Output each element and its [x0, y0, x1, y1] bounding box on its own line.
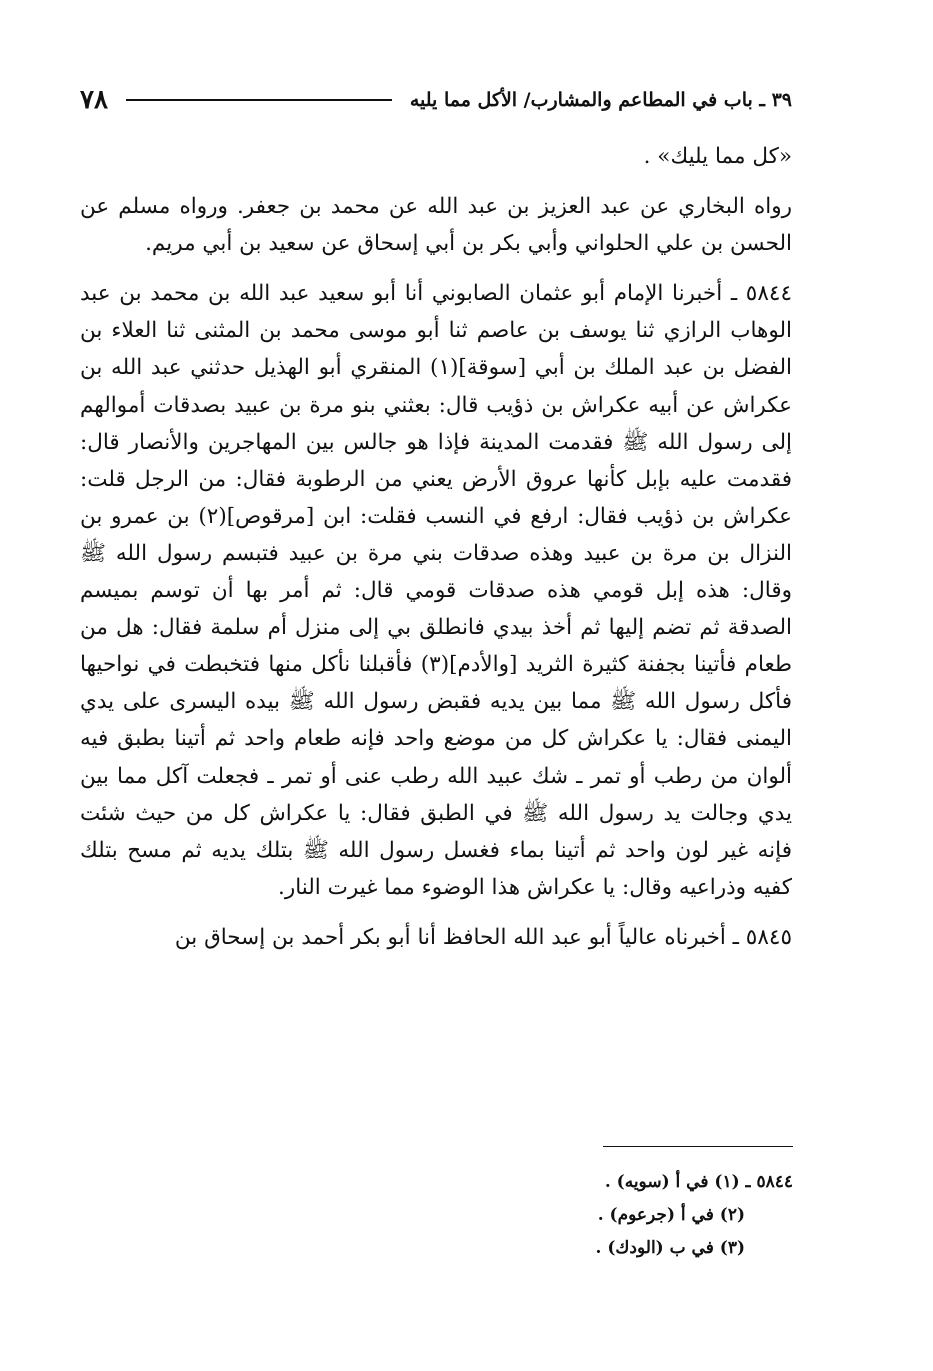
paragraph-hadith-5845: ٥٨٤٥ ـ أخبرناه عالياً أبو عبد الله الحافظ أنا أبو بكر أحمد بن إسحاق بن [174, 924, 792, 950]
page-number: ٧٨ [80, 85, 108, 115]
footnote-2: (٢) في أ (جرعوم) . [597, 1205, 745, 1225]
running-header [80, 82, 792, 118]
main-text [80, 138, 792, 969]
footnote-separator [603, 1146, 793, 1147]
footnote-1: ٥٨٤٤ ـ (١) في أ (سويه) . [604, 1172, 793, 1192]
footnotes [193, 1166, 793, 1265]
chapter-title: ٣٩ ـ باب في المطاعم والمشارب/ الأكل مما يليه [409, 89, 792, 111]
paragraph-hadith-5844: ٥٨٤٤ ـ أخبرنا الإمام أبو عثمان الصابوني أنا أبو سعيد عبد الله بن محمد بن عبد الوهاب الرازي ثنا يوسف بن عاصم ثنا أبو موسى محمد بن المثنى ثنا العلاء بن الفضل بن عبد الملك بن أبي [سوقة](١) المنقري أبو الهذيل حدثني عبد الله بن عكراش عن أبيه عكراش بن ذؤيب قال: بعثني بنو مرة بن عبيد بصدقات أموالهم إلى رسول الله ﷺ فقدمت المدينة فإذا هو جالس بين المهاجرين والأنصار قال: فقدمت عليه بإبل كأنها عروق الأرض يعني من الرطوبة فقال: من الرجل قلت: عكراش بن ذؤيب فقال: ارفع في النسب فقلت: ابن [مرقوص](٢) بن عمرو بن النزال بن مرة بن عبيد وهذه صدقات بني مرة بن عبيد فتبسم رسول الله ﷺ وقال: هذه إبل قومي هذه صدقات قومي قال: ثم أمر بها أن توسم بميسم الصدقة ثم تضم إليها ثم أخذ بيدي فانطلق بي إلى منزل أم سلمة فقال: هل من طعام فأتينا بجفنة كثيرة الثريد [والأدم](٣) فأقبلنا نأكل منها فتخبطت في نواحيها فأكل رسول الله ﷺ مما بين يديه فقبض رسول الله ﷺ بيده اليسرى على يدي اليمنى فقال: يا عكراش كل من موضع واحد فإنه طعام واحد ثم أتينا بطبق فيه ألوان من رطب أو تمر ـ شك عبيد الله رطب عنى أو تمر ـ فجعلت آكل مما بين يدي وجالت يد رسول الله ﷺ في الطبق فقال: يا عكراش كل من حيث شئت فإنه غير لون واحد ثم أتينا بماء فغسل رسول الله ﷺ بتلك يديه ثم مسح بتلك كفيه وذراعيه وقال: يا عكراش هذا الوضوء مما غيرت النار. [80, 281, 793, 900]
paragraph-quote: «كل مما يليك» . [643, 144, 792, 169]
footnote-3: (٣) في ب (الودك) . [595, 1238, 745, 1258]
header-rule [126, 99, 392, 101]
paragraph-narration: رواه البخاري عن عبد العزيز بن عبد الله عن محمد بن جعفر. ورواه مسلم عن الحسن بن علي الحلواني وأبي بكر بن أبي إسحاق عن سعيد بن أبي مريم. [80, 194, 792, 257]
